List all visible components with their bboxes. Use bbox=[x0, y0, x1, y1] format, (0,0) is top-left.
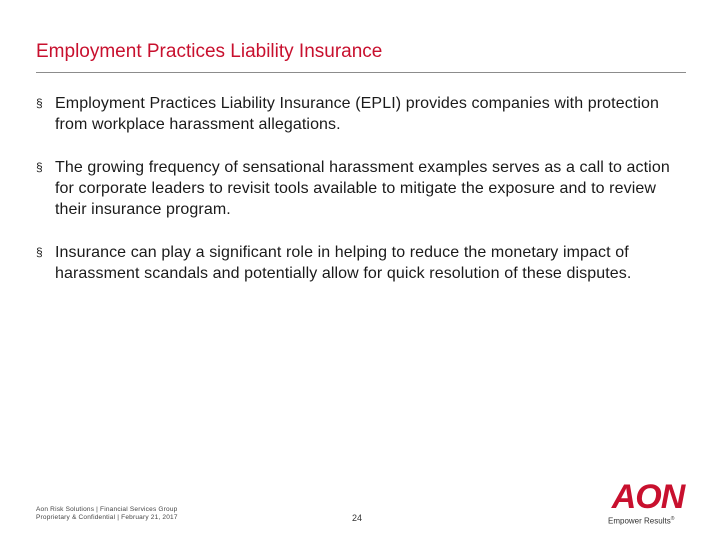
bullet-list bbox=[36, 93, 684, 306]
aon-wordmark: AON bbox=[611, 478, 685, 514]
page-number: 24 bbox=[352, 513, 363, 523]
bullet-item bbox=[36, 242, 684, 284]
registered-mark: ® bbox=[670, 516, 675, 522]
title-divider bbox=[36, 72, 686, 73]
bullet-marker-icon: § bbox=[36, 96, 43, 110]
tagline-text: Empower Results bbox=[608, 516, 671, 526]
logo-tagline bbox=[608, 516, 674, 526]
bullet-marker-icon: § bbox=[36, 245, 43, 259]
slide-title: Employment Practices Liability Insurance bbox=[36, 41, 383, 62]
bullet-text: The growing frequency of sensational harassment examples serves as a call to action for corporate leaders to revisit tools available to mitigate the exposure and to review their insurance program. bbox=[55, 159, 670, 218]
bullet-text: Insurance can play a significant role in helping to reduce the monetary impact of harassment scandals and potentially allow for quick resolution of these disputes. bbox=[55, 244, 632, 282]
footer-line-confidential: Proprietary & Confidential | February 21, 2017 bbox=[36, 514, 178, 521]
bullet-item bbox=[36, 157, 684, 220]
bullet-item bbox=[36, 93, 684, 135]
footer-info bbox=[36, 506, 178, 522]
aon-logo-icon bbox=[608, 478, 688, 514]
footer-line-company: Aon Risk Solutions | Financial Services Group bbox=[36, 506, 178, 513]
aon-logo bbox=[608, 478, 688, 528]
bullet-marker-icon: § bbox=[36, 160, 43, 174]
bullet-text: Employment Practices Liability Insurance (EPLI) provides companies with protection from workplace harassment allegations. bbox=[55, 95, 660, 133]
